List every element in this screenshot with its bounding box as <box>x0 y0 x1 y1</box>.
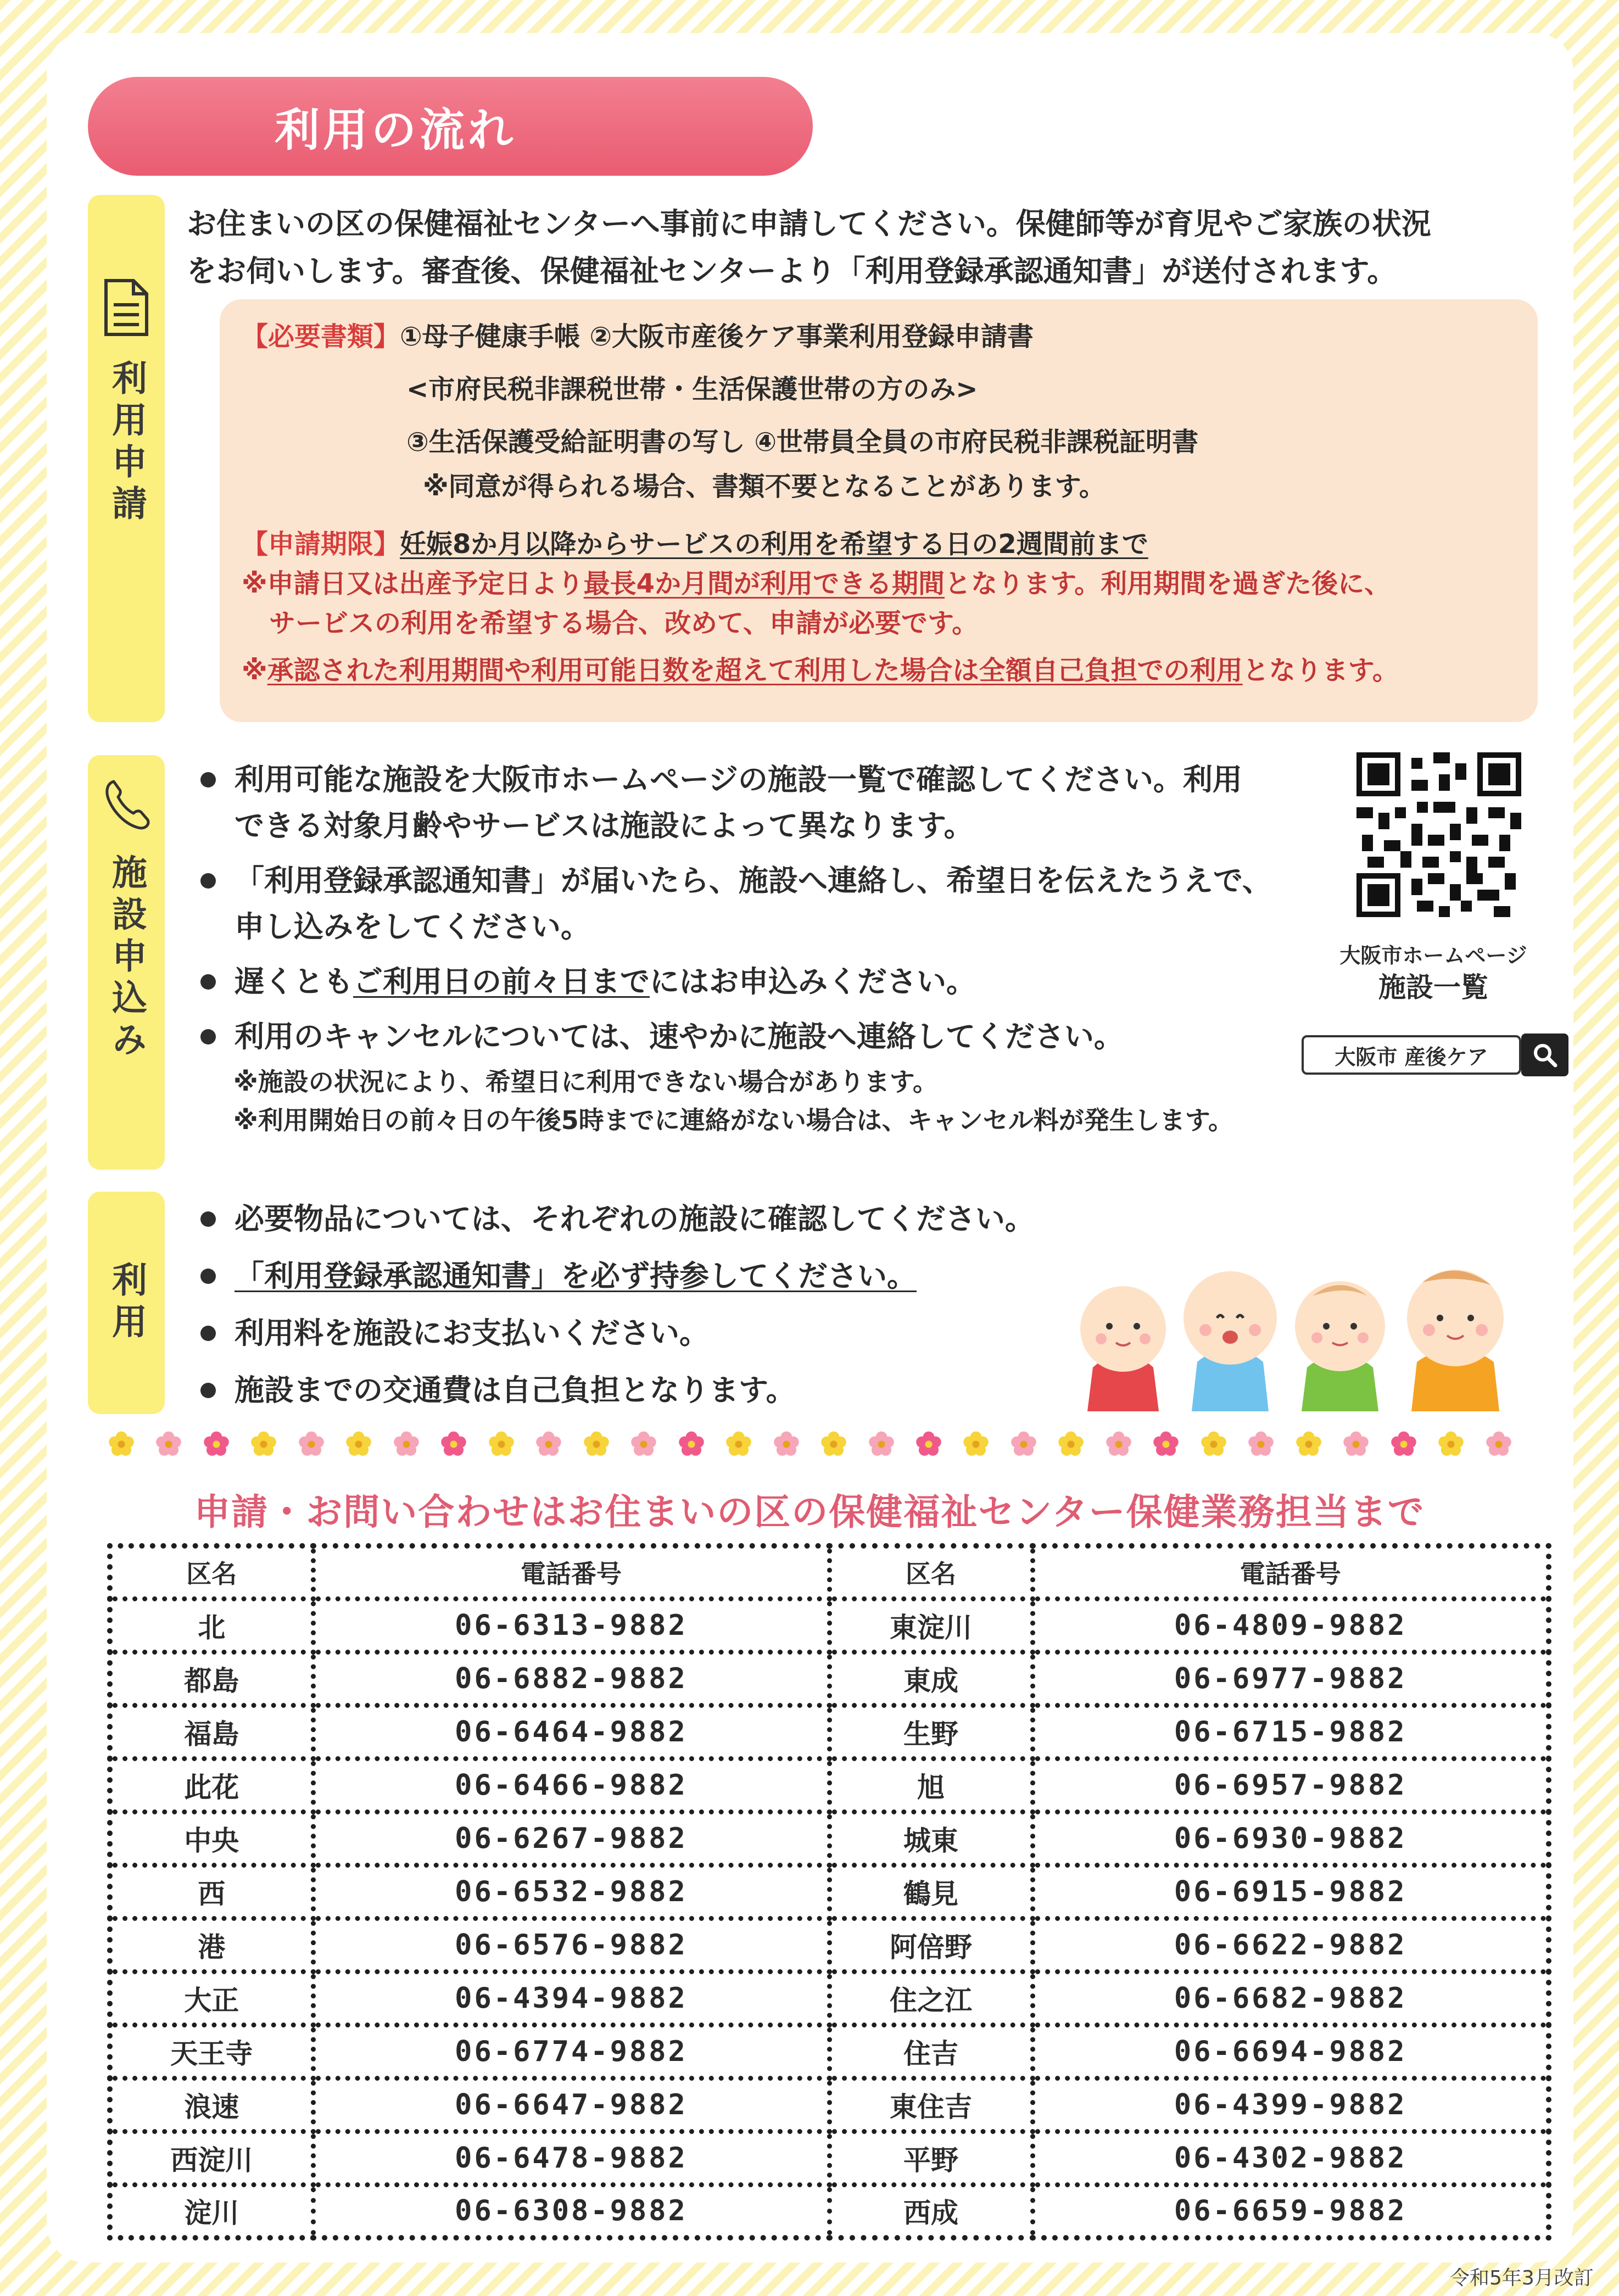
ward-name: 住吉 <box>829 2025 1032 2078</box>
phone-icon <box>102 777 151 832</box>
flower-icon <box>677 1430 706 1459</box>
reserve-bullets <box>200 757 1272 1060</box>
flower-icon <box>487 1430 516 1459</box>
phone-number[interactable]: 06-6682-9882 <box>1032 1971 1549 2025</box>
list-item: 施設までの交通費は自己負担となります。 <box>200 1362 1035 1419</box>
phone-number[interactable]: 06-4394-9882 <box>313 1971 829 2025</box>
phone-number[interactable]: 06-6930-9882 <box>1032 1812 1549 1865</box>
flower-icon <box>392 1430 421 1459</box>
side-label-use <box>88 1192 165 1414</box>
flower-icon <box>1437 1430 1465 1459</box>
flower-icon <box>154 1430 183 1459</box>
header-phone: 電話番号 <box>1032 1546 1549 1599</box>
flower-icon <box>1484 1430 1513 1459</box>
ward-name: 浪速 <box>110 2078 313 2131</box>
flower-icon <box>1199 1430 1228 1459</box>
page-title-banner <box>88 77 813 176</box>
ward-name: 西淀川 <box>110 2131 313 2185</box>
phone-number[interactable]: 06-6882-9882 <box>313 1652 829 1705</box>
ward-name: 城東 <box>829 1812 1032 1865</box>
qr-code[interactable] <box>1356 752 1521 917</box>
ward-name: 北 <box>110 1599 313 1652</box>
baby-red <box>1080 1286 1166 1411</box>
flower-icon <box>1152 1430 1180 1459</box>
flower-icon <box>962 1430 990 1459</box>
ward-name: 平野 <box>829 2131 1032 2185</box>
phone-number[interactable]: 06-6576-9882 <box>313 1918 829 1971</box>
revision-note: 令和5年3月改訂 <box>1450 2267 1594 2289</box>
table-row <box>110 1599 1549 1652</box>
flower-icon <box>629 1430 658 1459</box>
side-label-apply-text: 利用申請 <box>106 360 147 527</box>
flower-icon <box>819 1430 848 1459</box>
flower-icon <box>1009 1430 1038 1459</box>
baby-blue <box>1183 1271 1277 1411</box>
flower-icon <box>1104 1430 1133 1459</box>
side-label-use-text: 利用 <box>106 1261 147 1345</box>
flower-icon <box>202 1430 231 1459</box>
ward-name: 住之江 <box>829 1971 1032 2025</box>
ward-name: 天王寺 <box>110 2025 313 2078</box>
flower-icon <box>1294 1430 1323 1459</box>
ward-name: 福島 <box>110 1705 313 1758</box>
ward-name: 東住吉 <box>829 2078 1032 2131</box>
page-title: 利用の流れ <box>275 104 517 157</box>
ward-name: 都島 <box>110 1652 313 1705</box>
list-item: 利用可能な施設を大阪市ホームページの施設一覧で確認してください。利用 できる対象月齢やサービスは施設によって異なります。 <box>200 757 1272 849</box>
flower-icon <box>439 1430 468 1459</box>
flower-icon <box>344 1430 373 1459</box>
ward-name: 鶴見 <box>829 1865 1032 1918</box>
flower-icon <box>1247 1430 1275 1459</box>
side-label-apply <box>88 195 165 722</box>
phone-number[interactable]: 06-6478-9882 <box>313 2131 829 2185</box>
search-button[interactable] <box>1521 1034 1568 1076</box>
required-documents: 【必要書類】①母子健康手帳 ②大阪市産後ケア事業利用登録申請書 <市府民税非課税世帯・生活保護世帯の方のみ> ③生活保護受給証明書の写し ④世帯員全員の市府民税非課税証明書 ※同意が得られる場合、書類不要となることがあります。 <box>242 321 1198 502</box>
phone-number[interactable]: 06-6308-9882 <box>313 2185 829 2238</box>
phone-number[interactable]: 06-6466-9882 <box>313 1758 829 1812</box>
homepage-caption: 大阪市ホームページ 施設一覧 <box>1339 943 1527 1003</box>
table-row <box>110 2131 1549 2185</box>
search-icon <box>1531 1041 1559 1069</box>
phone-number[interactable]: 06-6532-9882 <box>313 1865 829 1918</box>
list-item: 必要物品については、それぞれの施設に確認してください。 <box>200 1191 1035 1248</box>
table-row <box>110 1758 1549 1812</box>
ward-name: 港 <box>110 1918 313 1971</box>
side-label-reserve <box>88 755 165 1170</box>
apply-intro: お住まいの区の保健福祉センターへ事前に申請してください。保健師等が育児やご家族の状況 をお伺いします。審査後、保健福祉センターより「利用登録承認通知書」が送付されます。 <box>187 206 1431 288</box>
phone-number[interactable]: 06-4399-9882 <box>1032 2078 1549 2131</box>
contact-title: 申請・お問い合わせはお住まいの区の保健福祉センター保健業務担当まで <box>194 1491 1425 1533</box>
phone-number[interactable]: 06-6694-9882 <box>1032 2025 1549 2078</box>
flower-icon <box>534 1430 563 1459</box>
phone-number[interactable]: 06-6647-9882 <box>313 2078 829 2131</box>
phone-number[interactable]: 06-6267-9882 <box>313 1812 829 1865</box>
contact-table <box>107 1543 1551 2241</box>
flower-icon <box>1389 1430 1418 1459</box>
phone-number[interactable]: 06-6957-9882 <box>1032 1758 1549 1812</box>
table-row <box>110 2078 1549 2131</box>
flower-icon <box>867 1430 896 1459</box>
phone-number[interactable]: 06-6622-9882 <box>1032 1918 1549 1971</box>
flower-icon <box>772 1430 801 1459</box>
ward-name: 大正 <box>110 1971 313 2025</box>
ward-name: 東淀川 <box>829 1599 1032 1652</box>
table-row <box>110 1865 1549 1918</box>
phone-number[interactable]: 06-6659-9882 <box>1174 2194 1407 2228</box>
table-row <box>110 1918 1549 1971</box>
flower-icon <box>724 1430 753 1459</box>
table-header-row <box>110 1546 1549 1599</box>
table-row <box>110 2185 1549 2238</box>
flower-icon <box>249 1430 278 1459</box>
ward-name: 生野 <box>829 1705 1032 1758</box>
baby-green <box>1295 1281 1385 1411</box>
phone-number[interactable]: 06-6977-9882 <box>1032 1652 1549 1705</box>
ward-name: 中央 <box>110 1812 313 1865</box>
list-item: 利用料を施設にお支払いください。 <box>200 1305 1035 1362</box>
document-icon <box>102 277 151 338</box>
flower-icon <box>1057 1430 1085 1459</box>
ward-name: 東成 <box>829 1652 1032 1705</box>
phone-number[interactable]: 06-4809-9882 <box>1032 1599 1549 1652</box>
flower-icon <box>107 1430 136 1459</box>
flower-icon <box>582 1430 611 1459</box>
header-ward: 区名 <box>829 1546 1032 1599</box>
phone-number[interactable]: 06-6774-9882 <box>313 2025 829 2078</box>
application-deadline: 【申請期限】妊娠8か月以降からサービスの利用を希望する日の2週間前まで ※申請日又は出産予定日より最長4か月間が利用できる期間となります。利用期間を過ぎた後に、 サービスの利用を希望する場合、改めて、申請が必要です。 ※承認された利用期間や利用可能日数を超えて利用した場合は全額自己負担での利用となります。 <box>242 529 1399 686</box>
table-row <box>110 1971 1549 2025</box>
header-ward: 区名 <box>110 1546 313 1599</box>
list-item: 利用のキャンセルについては、速やかに施設へ連絡してください。 <box>200 1014 1272 1060</box>
table-row <box>110 2025 1549 2078</box>
phone-number[interactable]: 06-6464-9882 <box>313 1705 829 1758</box>
header-phone: 電話番号 <box>313 1546 829 1599</box>
table-row <box>110 1812 1549 1865</box>
ward-name: 淀川 <box>110 2185 313 2238</box>
use-bullets <box>200 1191 1035 1419</box>
ward-name: 旭 <box>829 1758 1032 1812</box>
ward-name: 阿倍野 <box>829 1918 1032 1971</box>
ward-name: 西 <box>110 1865 313 1918</box>
flower-icon <box>1342 1430 1370 1459</box>
list-item: 「利用登録承認通知書」が届いたら、施設へ連絡し、希望日を伝えたうえで、 申し込みをしてください。 <box>200 858 1272 950</box>
ward-name: 西成 <box>829 2185 1032 2238</box>
flower-divider <box>107 1428 1513 1461</box>
phone-number[interactable]: 06-6313-9882 <box>313 1599 829 1652</box>
phone-number[interactable]: 06-6715-9882 <box>1032 1705 1549 1758</box>
ward-name: 此花 <box>110 1758 313 1812</box>
table-row <box>110 1705 1549 1758</box>
phone-number[interactable]: 06-4302-9882 <box>1032 2131 1549 2185</box>
babies-illustration <box>1071 1230 1527 1417</box>
list-item: 遅くともご利用日の前々日までにはお申込みください。 <box>200 959 1272 1005</box>
reserve-notes: ※施設の状況により、希望日に利用できない場合があります。 ※利用開始日の前々日の午後5時までに連絡がない場合は、キャンセル料が発生します。 <box>233 1067 1234 1135</box>
flower-icon <box>297 1430 326 1459</box>
baby-orange <box>1407 1270 1504 1411</box>
phone-number[interactable]: 06-6915-9882 <box>1032 1865 1549 1918</box>
search-input[interactable]: 大阪市 産後ケア <box>1302 1035 1521 1075</box>
flower-icon <box>914 1430 943 1459</box>
list-item: 「利用登録承認通知書」を必ず持参してください。 <box>200 1248 1035 1305</box>
side-label-reserve-text: 施設申込み <box>106 854 147 1063</box>
table-row <box>110 1652 1549 1705</box>
